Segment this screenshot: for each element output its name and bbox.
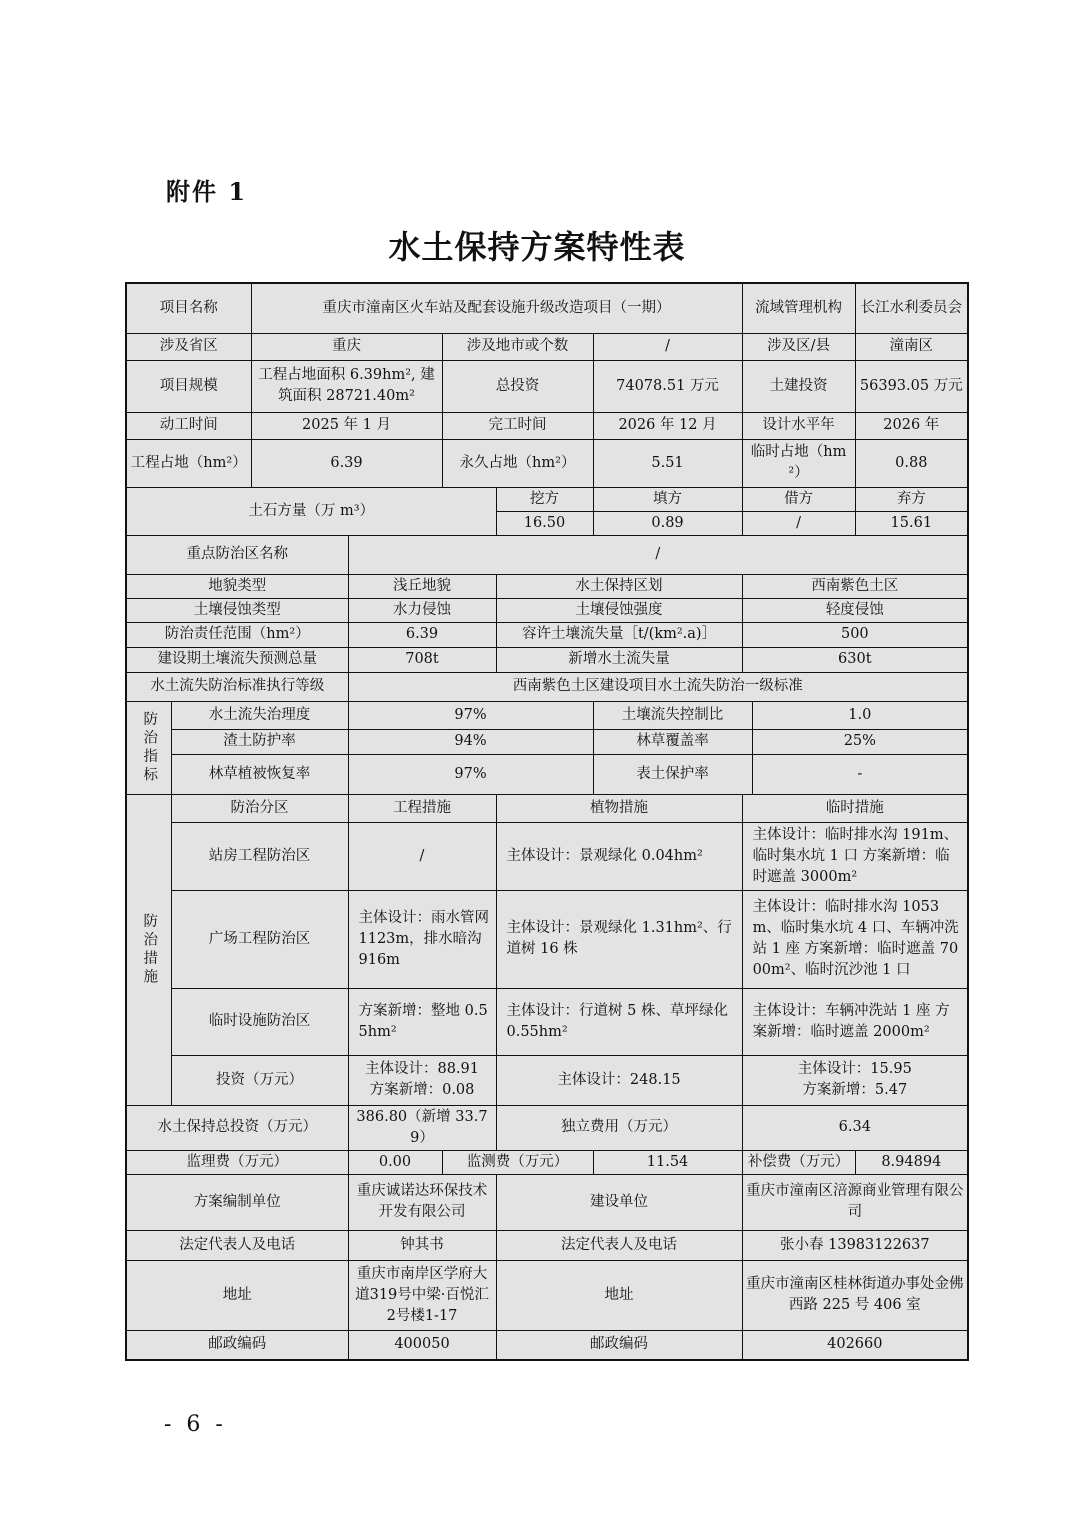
cell-value: 2025 年 1 月 bbox=[251, 412, 442, 439]
cell-label: 容许土壤流失量［t/(km².a)］ bbox=[496, 622, 742, 647]
cell-value: 2026 年 12 月 bbox=[593, 412, 742, 439]
cell-label: 水土流失治理度 bbox=[171, 701, 348, 729]
measures-side-label: 防治措施 bbox=[126, 794, 171, 1105]
row-erosion-type bbox=[126, 598, 968, 622]
cell-value: 钟其书 bbox=[348, 1230, 496, 1260]
cell-label: 渣土防护率 bbox=[171, 729, 348, 754]
cell-value: 水力侵蚀 bbox=[348, 598, 496, 622]
cell-label: 工程占地（hm²） bbox=[126, 439, 251, 487]
cell-value: 轻度侵蚀 bbox=[742, 598, 968, 622]
cell-value: / bbox=[348, 535, 968, 574]
cell-value bbox=[348, 1055, 496, 1105]
cell-value: 5.51 bbox=[593, 439, 742, 487]
cell-value: 张小春 13983122637 bbox=[742, 1230, 968, 1260]
cell-value: 西南紫色土区建设项目水土流失防治一级标准 bbox=[348, 672, 968, 701]
cell-value: 97% bbox=[348, 701, 593, 729]
cell-label: 总投资 bbox=[442, 360, 593, 412]
cell-label: 林草覆盖率 bbox=[593, 729, 752, 754]
cell-value: 长江水利委员会 bbox=[855, 283, 968, 333]
cell-label: 土壤流失控制比 bbox=[593, 701, 752, 729]
cell-value: 主体设计：临时排水沟 191m、临时集水坑 1 口 方案新增：临时遮盖 3000m² bbox=[742, 822, 968, 890]
characteristics-table bbox=[125, 282, 969, 1361]
cell-value: 97% bbox=[348, 754, 593, 794]
cell-value: 0.89 bbox=[593, 511, 742, 535]
cell-value: 6.39 bbox=[348, 622, 496, 647]
cell-value: 386.80（新增 33.79） bbox=[348, 1105, 496, 1150]
cell-value: 402660 bbox=[742, 1330, 968, 1360]
row-fees bbox=[126, 1150, 968, 1174]
row-postcode bbox=[126, 1330, 968, 1360]
cell-label: 广场工程防治区 bbox=[171, 890, 348, 988]
row-project-name bbox=[126, 283, 968, 333]
invest-eng-main: 主体设计：88.91 bbox=[364, 1061, 479, 1077]
cell-value: 630t bbox=[742, 647, 968, 672]
cell-value: - bbox=[752, 754, 968, 794]
cell-value: 6.39 bbox=[251, 439, 442, 487]
cell-value: 16.50 bbox=[496, 511, 593, 535]
cell-value: 重庆市南岸区学府大道319号中梁·百悦汇2号楼1-17 bbox=[348, 1260, 496, 1330]
cell-label: 土壤侵蚀类型 bbox=[126, 598, 348, 622]
cell-label: 地貌类型 bbox=[126, 574, 348, 598]
cell-value: 0.00 bbox=[348, 1150, 442, 1174]
cell-header: 临时措施 bbox=[742, 794, 968, 822]
row-temp-zone bbox=[126, 988, 968, 1055]
cell-label: 邮政编码 bbox=[126, 1330, 348, 1360]
row-representative bbox=[126, 1230, 968, 1260]
cell-value: 15.61 bbox=[855, 511, 968, 535]
page-title: 水土保持方案特性表 bbox=[388, 228, 686, 266]
cell-label: 地址 bbox=[126, 1260, 348, 1330]
row-target-1 bbox=[126, 701, 968, 729]
annex-label: 附件 1 bbox=[166, 177, 248, 206]
invest-eng-new: 方案新增：0.08 bbox=[369, 1082, 475, 1098]
cell-label: 完工时间 bbox=[442, 412, 593, 439]
row-schedule bbox=[126, 412, 968, 439]
cell-value: 主体设计：车辆冲洗站 1 座 方案新增：临时遮盖 2000m² bbox=[742, 988, 968, 1055]
cell-value: 0.88 bbox=[855, 439, 968, 487]
cell-value: 708t bbox=[348, 647, 496, 672]
cell-label: 表土保护率 bbox=[593, 754, 752, 794]
cell-value: 主体设计：雨水管网 1123m，排水暗沟 916m bbox=[348, 890, 496, 988]
cell-value: 重庆市潼南区火车站及配套设施升级改造项目（一期） bbox=[251, 283, 742, 333]
cell-value: 56393.05 万元 bbox=[855, 360, 968, 412]
row-target-3 bbox=[126, 754, 968, 794]
row-provinces bbox=[126, 333, 968, 360]
row-key-zone bbox=[126, 535, 968, 574]
cell-label: 补偿费（万元） bbox=[742, 1150, 855, 1174]
cell-value: 25% bbox=[752, 729, 968, 754]
row-address bbox=[126, 1260, 968, 1330]
invest-tmp-main: 主体设计：15.95 bbox=[797, 1061, 912, 1077]
cell-value: 工程占地面积 6.39hm², 建筑面积 28721.40m² bbox=[251, 360, 442, 412]
cell-value: 重庆诚诺达环保技术开发有限公司 bbox=[348, 1174, 496, 1230]
cell-label: 水土保持区划 bbox=[496, 574, 742, 598]
cell-label: 法定代表人及电话 bbox=[126, 1230, 348, 1260]
targets-side-label: 防治指标 bbox=[126, 701, 171, 794]
page-number: - 6 - bbox=[164, 1412, 227, 1437]
cell-value: 2026 年 bbox=[855, 412, 968, 439]
cell-label: 监理费（万元） bbox=[126, 1150, 348, 1174]
cell-value: 潼南区 bbox=[855, 333, 968, 360]
cell-label: 项目规模 bbox=[126, 360, 251, 412]
cell-label: 水土流失防治标准执行等级 bbox=[126, 672, 348, 701]
cell-value: 重庆市潼南区涪源商业管理有限公司 bbox=[742, 1174, 968, 1230]
cell-value: / bbox=[593, 333, 742, 360]
cell-label: 临时设施防治区 bbox=[171, 988, 348, 1055]
cell-label: 林草植被恢复率 bbox=[171, 754, 348, 794]
cell-label: 邮政编码 bbox=[496, 1330, 742, 1360]
cell-value: 西南紫色土区 bbox=[742, 574, 968, 598]
cell-label: 涉及区/县 bbox=[742, 333, 855, 360]
cell-value: 方案新增：整地 0.55hm² bbox=[348, 988, 496, 1055]
cell-label: 法定代表人及电话 bbox=[496, 1230, 742, 1260]
cell-label: 地址 bbox=[496, 1260, 742, 1330]
cell-value: 主体设计：景观绿化 1.31hm²、行道树 16 株 bbox=[496, 890, 742, 988]
cell-value: 8.94894 bbox=[855, 1150, 968, 1174]
cell-value: 500 bbox=[742, 622, 968, 647]
cell-value: 400050 bbox=[348, 1330, 496, 1360]
cell-label: 临时占地（hm²） bbox=[742, 439, 855, 487]
cell-label: 新增水土流失量 bbox=[496, 647, 742, 672]
row-invest bbox=[126, 1055, 968, 1105]
invest-tmp-new: 方案新增：5.47 bbox=[802, 1082, 908, 1098]
cell-header: 借方 bbox=[742, 487, 855, 511]
row-soil-loss bbox=[126, 647, 968, 672]
cell-label: 监测费（万元） bbox=[442, 1150, 593, 1174]
cell-value bbox=[742, 1055, 968, 1105]
cell-value: 重庆市潼南区桂林街道办事处金佛西路 225 号 406 室 bbox=[742, 1260, 968, 1330]
cell-label: 涉及省区 bbox=[126, 333, 251, 360]
cell-label: 建设单位 bbox=[496, 1174, 742, 1230]
row-plaza-zone bbox=[126, 890, 968, 988]
cell-label: 涉及地市或个数 bbox=[442, 333, 593, 360]
cell-value: 浅丘地貌 bbox=[348, 574, 496, 598]
row-total-invest bbox=[126, 1105, 968, 1150]
cell-value: 11.54 bbox=[593, 1150, 742, 1174]
row-target-2 bbox=[126, 729, 968, 754]
cell-value: 主体设计：景观绿化 0.04hm² bbox=[496, 822, 742, 890]
cell-value: 重庆 bbox=[251, 333, 442, 360]
cell-header: 防治分区 bbox=[171, 794, 348, 822]
cell-value: / bbox=[742, 511, 855, 535]
cell-value: 74078.51 万元 bbox=[593, 360, 742, 412]
cell-header: 植物措施 bbox=[496, 794, 742, 822]
cell-label: 土石方量（万 m³） bbox=[126, 487, 496, 535]
cell-label: 土建投资 bbox=[742, 360, 855, 412]
cell-header: 挖方 bbox=[496, 487, 593, 511]
cell-label: 站房工程防治区 bbox=[171, 822, 348, 890]
cell-label: 项目名称 bbox=[126, 283, 251, 333]
cell-label: 永久占地（hm²） bbox=[442, 439, 593, 487]
cell-label: 重点防治区名称 bbox=[126, 535, 348, 574]
cell-value: 主体设计：临时排水沟 1053m、临时集水坑 4 口、车辆冲洗站 1 座 方案新增：临时遮盖 7000m²、临时沉沙池 1 口 bbox=[742, 890, 968, 988]
cell-label: 方案编制单位 bbox=[126, 1174, 348, 1230]
row-measures-header bbox=[126, 794, 968, 822]
row-units bbox=[126, 1174, 968, 1230]
cell-label: 设计水平年 bbox=[742, 412, 855, 439]
cell-value: 94% bbox=[348, 729, 593, 754]
row-landform bbox=[126, 574, 968, 598]
cell-header: 工程措施 bbox=[348, 794, 496, 822]
cell-label: 土壤侵蚀强度 bbox=[496, 598, 742, 622]
cell-label: 水土保持总投资（万元） bbox=[126, 1105, 348, 1150]
cell-label: 投资（万元） bbox=[171, 1055, 348, 1105]
cell-value: 主体设计：248.15 bbox=[496, 1055, 742, 1105]
cell-value: 主体设计：行道树 5 株、草坪绿化 0.55hm² bbox=[496, 988, 742, 1055]
cell-value: 1.0 bbox=[752, 701, 968, 729]
row-station-zone bbox=[126, 822, 968, 890]
row-responsibility bbox=[126, 622, 968, 647]
cell-header: 填方 bbox=[593, 487, 742, 511]
row-scale bbox=[126, 360, 968, 412]
cell-label: 独立费用（万元） bbox=[496, 1105, 742, 1150]
row-land-use bbox=[126, 439, 968, 487]
row-earthwork-header bbox=[126, 487, 968, 511]
cell-header: 弃方 bbox=[855, 487, 968, 511]
row-standard bbox=[126, 672, 968, 701]
cell-label: 建设期土壤流失预测总量 bbox=[126, 647, 348, 672]
cell-label: 流域管理机构 bbox=[742, 283, 855, 333]
cell-label: 防治责任范围（hm²） bbox=[126, 622, 348, 647]
cell-label: 动工时间 bbox=[126, 412, 251, 439]
cell-value: 6.34 bbox=[742, 1105, 968, 1150]
cell-value: / bbox=[348, 822, 496, 890]
